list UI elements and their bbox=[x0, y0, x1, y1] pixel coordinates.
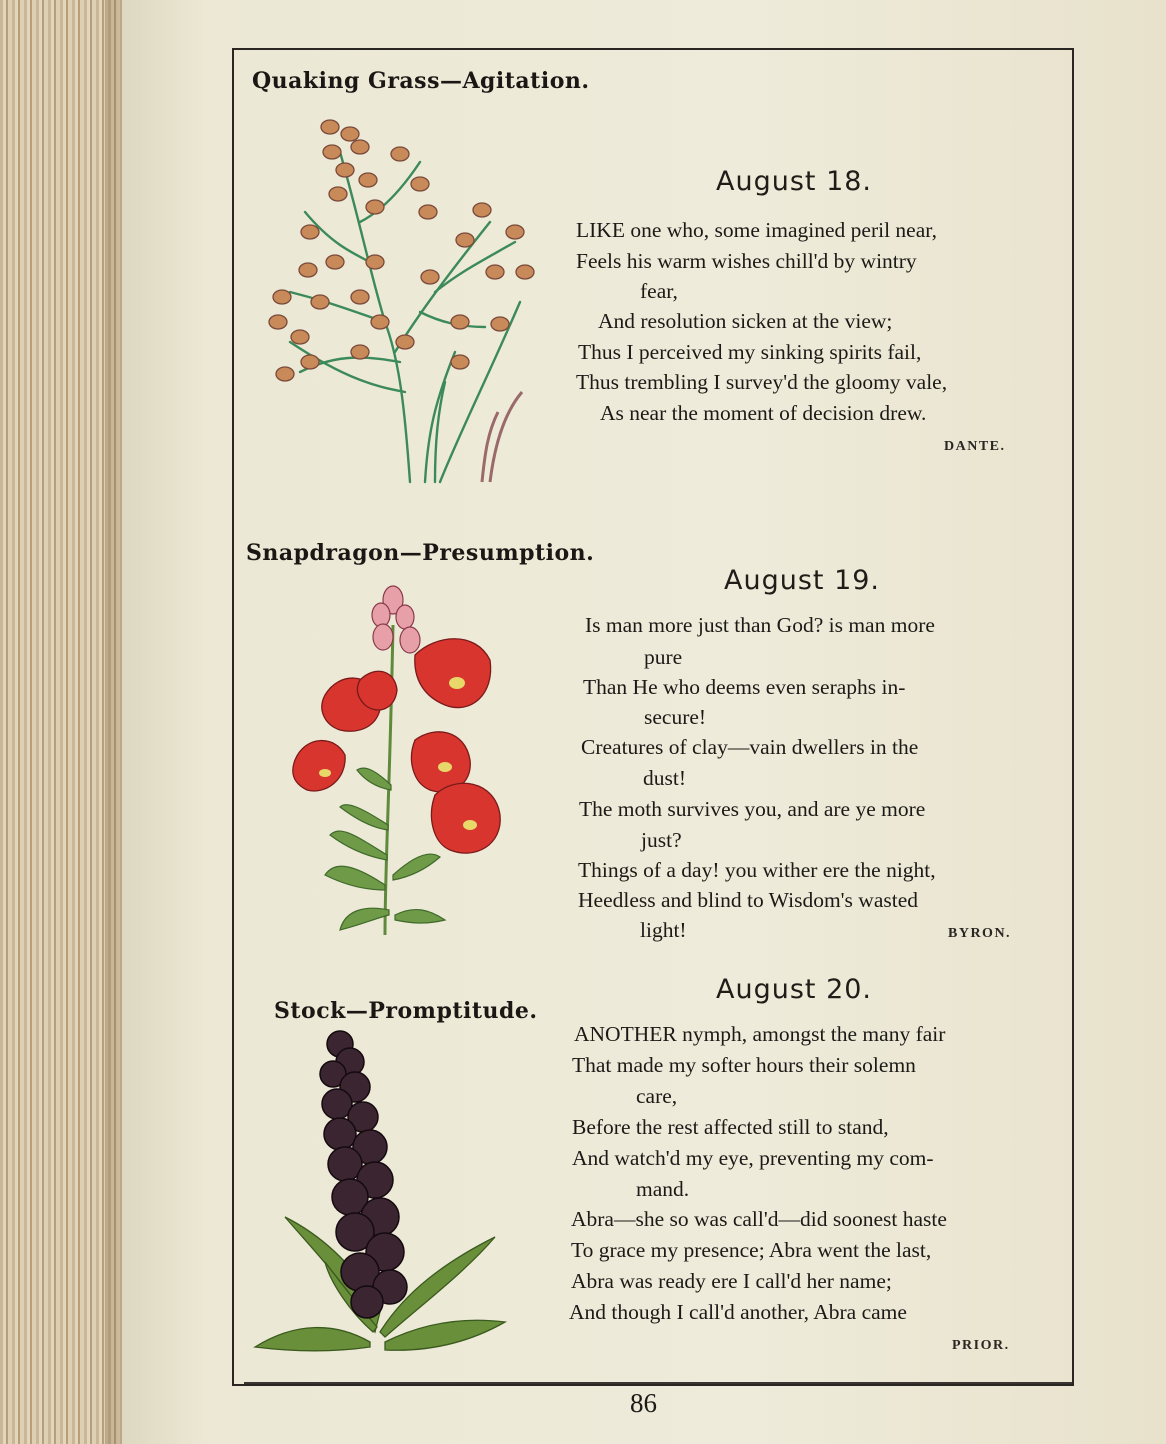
poem-line: LIKE one who, some imagined peril near, bbox=[576, 218, 937, 242]
page-border-bottom bbox=[244, 1382, 1072, 1384]
stock-illustration bbox=[255, 1032, 510, 1362]
snapdragon-illustration bbox=[285, 585, 510, 940]
poem-line: Thus I perceived my sinking spirits fail, bbox=[578, 340, 922, 364]
poem-line: Things of a day! you wither ere the night, bbox=[578, 858, 936, 882]
quaking-grass-illustration bbox=[260, 112, 550, 487]
poem-line: Abra—she so was call'd—did soonest haste bbox=[571, 1207, 947, 1231]
poem-line: Feels his warm wishes chill'd by wintry bbox=[576, 249, 917, 273]
poem-line: light! bbox=[640, 918, 687, 942]
poem-line: Creatures of clay—vain dwellers in the bbox=[581, 735, 919, 759]
poem-line: secure! bbox=[644, 705, 707, 729]
author-attribution: PRIOR. bbox=[952, 1338, 1010, 1353]
date-heading: August 18. bbox=[716, 166, 873, 197]
poem-line: And watch'd my eye, preventing my com- bbox=[572, 1146, 934, 1170]
date-heading: August 20. bbox=[716, 974, 873, 1005]
poem-line: just? bbox=[641, 828, 682, 852]
poem-line: mand. bbox=[636, 1177, 690, 1201]
date-heading: August 19. bbox=[724, 565, 881, 596]
poem-line: Heedless and blind to Wisdom's wasted bbox=[578, 888, 919, 912]
page-number: 86 bbox=[630, 1388, 657, 1418]
poem-line: To grace my presence; Abra went the last, bbox=[571, 1238, 932, 1262]
author-attribution: BYRON. bbox=[948, 926, 1012, 941]
poem-line: That made my softer hours their solemn bbox=[572, 1053, 916, 1077]
caption-snapdragon: Snapdragon—Presumption. bbox=[246, 540, 595, 566]
poem-line: Before the rest affected still to stand, bbox=[572, 1115, 889, 1139]
poem-line: dust! bbox=[643, 766, 686, 790]
caption-quaking-grass: Quaking Grass—Agitation. bbox=[252, 68, 590, 94]
caption-stock: Stock—Promptitude. bbox=[274, 998, 538, 1024]
poem-line: Thus trembling I survey'd the gloomy vale, bbox=[576, 370, 948, 394]
poem-line: care, bbox=[636, 1084, 678, 1108]
poem-line: Is man more just than God? is man more bbox=[585, 613, 935, 637]
poem-line: The moth survives you, and are ye more bbox=[579, 797, 926, 821]
poem-line: And resolution sicken at the view; bbox=[598, 309, 893, 333]
poem-line: And though I call'd another, Abra came bbox=[569, 1300, 907, 1324]
poem-line: ANOTHER nymph, amongst the many fair bbox=[574, 1022, 946, 1046]
author-attribution: DANTE. bbox=[944, 439, 1006, 454]
poem-line: Than He who deems even seraphs in- bbox=[583, 675, 906, 699]
poem-line: pure bbox=[644, 645, 683, 669]
poem-line: Abra was ready ere I call'd her name; bbox=[571, 1269, 892, 1293]
poem-line: fear, bbox=[640, 279, 678, 303]
book-page-edges bbox=[0, 0, 135, 1444]
poem-line: As near the moment of decision drew. bbox=[600, 401, 927, 425]
